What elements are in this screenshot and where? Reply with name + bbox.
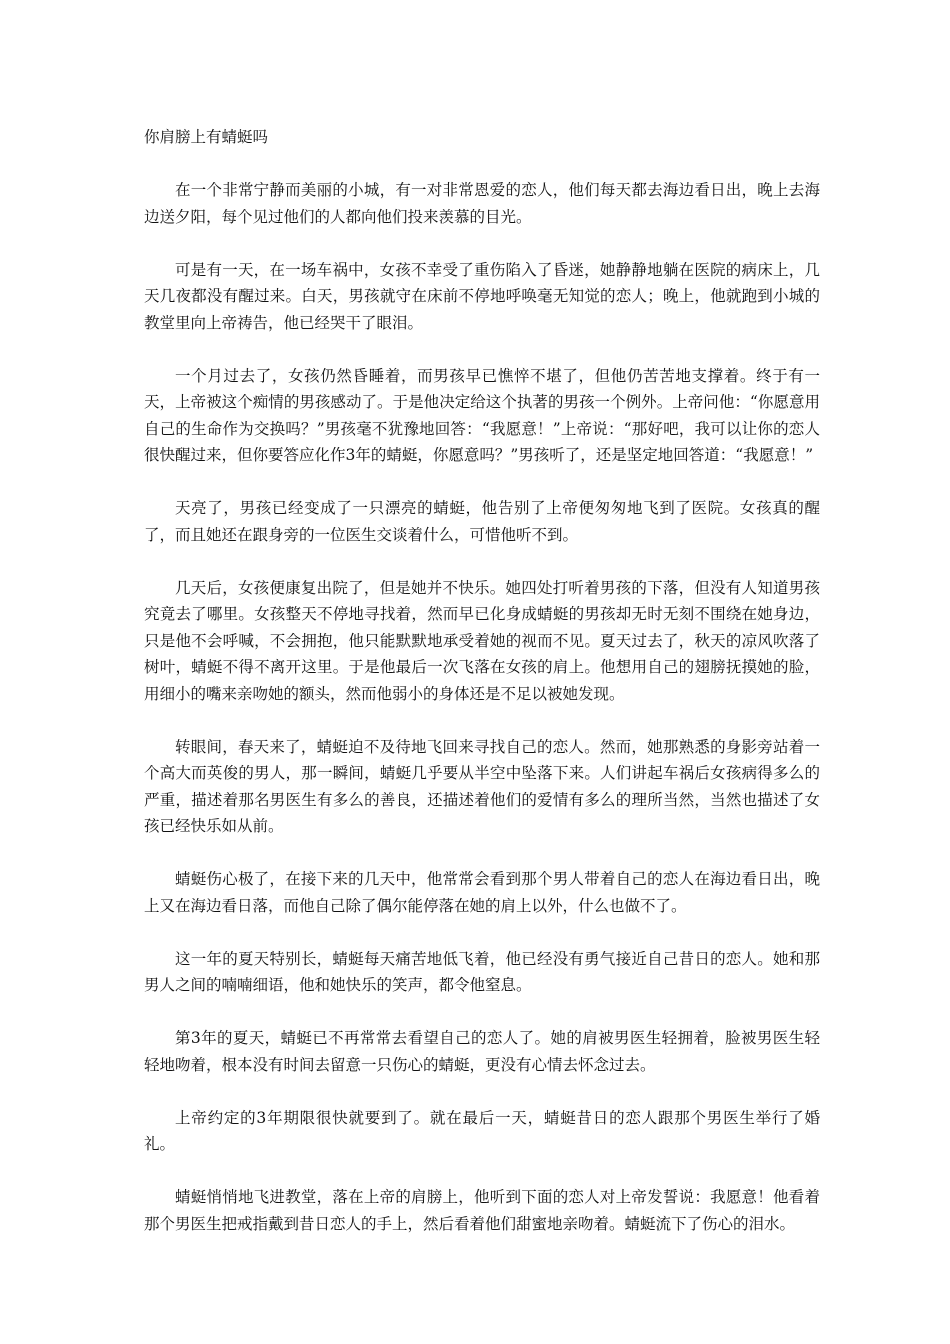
paragraph-11: 蜻蜓悄悄地飞进教堂，落在上帝的肩膀上，他听到下面的恋人对上帝发誓说：我愿意！他看着那个男医生把戒指戴到昔日恋人的手上，然后看着他们甜蜜地亲吻着。蜻蜓流下了伤心的泪水。 — [144, 1188, 820, 1233]
paragraph-3: 一个月过去了，女孩仍然昏睡着，而男孩早已憔悴不堪了，但他仍苦苦地支撑着。终于有一天，上帝被这个痴情的男孩感动了。于是他决定给这个执著的男孩一个例外。上帝问他：“你愿意用自己的生命作为交换吗？”男孩毫不犹豫地回答：“我愿意！”上帝说：“那好吧，我可以让你的恋人很快醒过来，但你要答应化作3年的蜻蜓，你愿意吗？”男孩听了，还是坚定地回答道：“我愿意！” — [144, 366, 820, 464]
paragraph-1: 在一个非常宁静而美丽的小城，有一对非常恩爱的恋人，他们每天都去海边看日出，晚上去海边送夕阳，每个见过他们的人都向他们投来羡慕的目光。 — [144, 181, 820, 226]
paragraph-8: 这一年的夏天特别长，蜻蜓每天痛苦地低飞着，他已经没有勇气接近自己昔日的恋人。她和那男人之间的喃喃细语，他和她快乐的笑声，都令他窒息。 — [144, 949, 820, 994]
paragraph-6: 转眼间，春天来了，蜻蜓迫不及待地飞回来寻找自己的恋人。然而，她那熟悉的身影旁站着一个高大而英俊的男人，那一瞬间，蜻蜓几乎要从半空中坠落下来。人们讲起车祸后女孩病得多么的严重，描述着那名男医生有多么的善良，还描述着他们的爱情有多么的理所当然，当然也描述了女孩已经快乐如从前。 — [144, 737, 820, 835]
paragraph-10: 上帝约定的3年期限很快就要到了。就在最后一天，蜻蜓昔日的恋人跟那个男医生举行了婚礼。 — [144, 1108, 820, 1153]
paragraph-5: 几天后，女孩便康复出院了，但是她并不快乐。她四处打听着男孩的下落，但没有人知道男孩究竟去了哪里。女孩整天不停地寻找着，然而早已化身成蜻蜓的男孩却无时无刻不围绕在她身边，只是他不会呼喊，不会拥抱，他只能默默地承受着她的视而不见。夏天过去了，秋天的凉风吹落了树叶，蜻蜓不得不离开这里。于是他最后一次飞落在女孩的肩上。他想用自己的翅膀抚摸她的脸，用细小的嘴来亲吻她的额头，然而他弱小的身体还是不足以被她发现。 — [144, 578, 820, 703]
paragraph-7: 蜻蜓伤心极了，在接下来的几天中，他常常会看到那个男人带着自己的恋人在海边看日出，晚上又在海边看日落，而他自己除了偶尔能停落在她的肩上以外，什么也做不了。 — [144, 870, 820, 915]
paragraph-4: 天亮了，男孩已经变成了一只漂亮的蜻蜓，他告别了上帝便匆匆地飞到了医院。女孩真的醒了，而且她还在跟身旁的一位医生交谈着什么，可惜他听不到。 — [144, 499, 820, 544]
paragraph-2: 可是有一天，在一场车祸中，女孩不幸受了重伤陷入了昏迷，她静静地躺在医院的病床上，几天几夜都没有醒过来。白天，男孩就守在床前不停地呼唤毫无知觉的恋人；晚上，他就跑到小城的教堂里向上帝祷告，他已经哭干了眼泪。 — [144, 260, 820, 332]
document-title: 你肩膀上有蜻蜓吗 — [144, 128, 269, 146]
document-page — [144, 124, 820, 1264]
paragraph-9: 第3年的夏天，蜻蜓已不再常常去看望自己的恋人了。她的肩被男医生轻拥着，脸被男医生轻轻地吻着，根本没有时间去留意一只伤心的蜻蜓，更没有心情去怀念过去。 — [144, 1029, 820, 1074]
